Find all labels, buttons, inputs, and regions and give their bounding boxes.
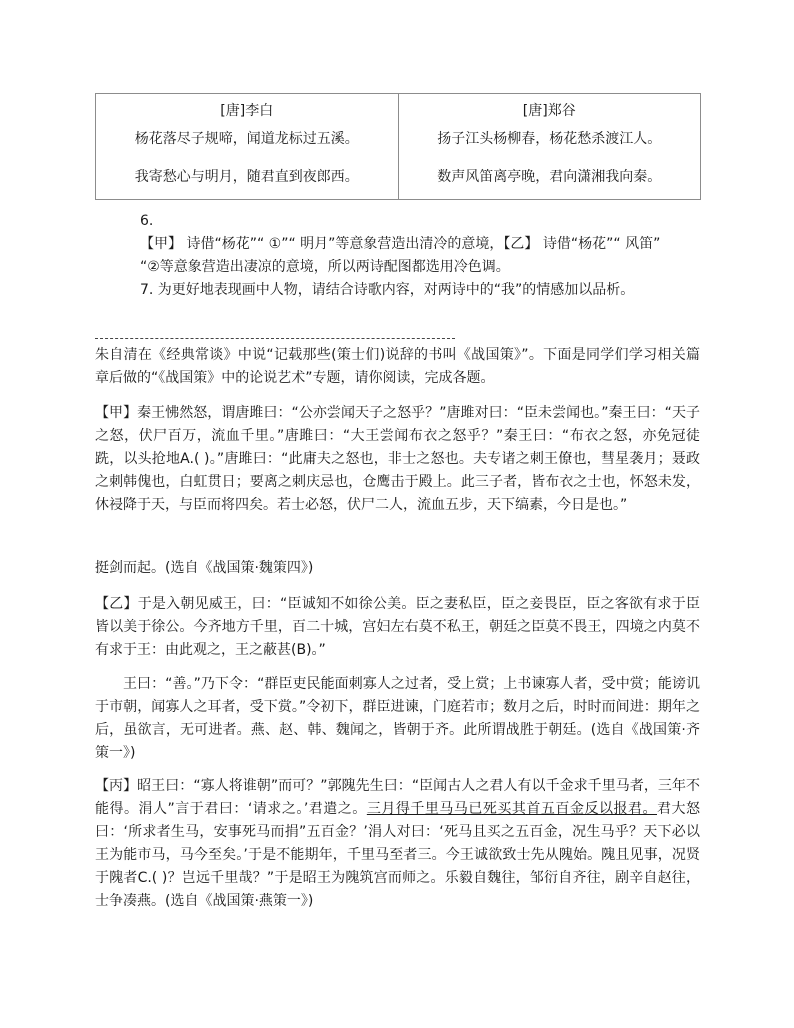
- divider: [95, 338, 455, 339]
- poem-right: [398, 94, 701, 199]
- passage-yi-text: 王曰：“善。”乃下令：“群臣吏民能面刺寡人之过者，受上赏；上书谏寡人者，受中赏；能谤讥于市朝，闻寡人之耳者，受下赏。”令初下，群臣进谏，门庭若市；数月之后，时时而间进：期年之后，虽欲言，无可进者。燕、赵、韩、魏闻之，皆朝于齐。此所谓战胜于朝廷。(选自《战国策·齐策一》): [95, 676, 700, 761]
- passage-yi-text: 【乙】于是入朝见威王，曰：“臣诚知不如徐公美。臣之妻私臣，臣之妾畏臣，臣之客欲有求于臣皆以美于徐公。今齐地方千里，百二十城，宫妇左右莫不私王，朝廷之臣莫不畏王，四境之内莫不有求于王：由此观之，王之蔽甚(B)。”: [95, 596, 700, 658]
- poem-line: 杨花落尽子规啼，闻道龙标过五溪。: [134, 131, 359, 147]
- poem-line: 扬子江头杨柳春，杨花愁杀渡江人。: [437, 131, 662, 147]
- passage-jia: [95, 402, 700, 517]
- poem-author: [唐]李白: [220, 103, 274, 119]
- question-7: 7. 为更好地表现画中人物，请结合诗歌内容，对两诗中的“我”的情感加以品析。: [140, 282, 635, 298]
- passage-jia-text: 【甲】秦王怫然怒，谓唐雎曰：“公亦尝闻天子之怒乎？”唐雎对曰：“臣未尝闻也。”秦王曰：“天子之怒，伏尸百万，流血千里。”唐雎曰：“大王尝闻布衣之怒乎？”秦王曰：“布衣之怒，亦免冠徒跣，以头抢地A.( )。”唐雎曰：“此庸夫之怒也，非士之怒也。夫专诸之刺王僚也，彗星袭月；聂政之刺韩傀也，白虹贯日；要离之刺庆忌也，仓鹰击于殿上。此三子者，皆布衣之士也，怀怒未发，休祲降于天，与臣而将四矣。若士必怒，伏尸二人，流血五步，天下缟素，今日是也。”: [95, 405, 700, 513]
- poem-line: 数声风笛离亭晚，君向潇湘我向秦。: [437, 169, 662, 185]
- question-6-line: 【甲】 诗借“杨花”“ ①”“ 明月”等意象营造出清冷的意境，【乙】 诗借“杨花”“ 风笛”: [140, 236, 661, 252]
- underlined-sentence: 三月得千里马马已死买其首五百金反以报君。: [366, 801, 657, 817]
- poem-line: 我寄愁心与明月，随君直到夜郎西。: [134, 169, 359, 185]
- questions: [140, 210, 700, 302]
- passage-jia-ending: 挺剑而起。(选自《战国策·魏策四》): [95, 560, 314, 576]
- question-6-number: 6.: [140, 213, 154, 229]
- passage-bing-text: 【丙】昭王曰：“寡人将谁朝”而可？”郭隗先生曰：“臣闻古人之君人有以千金求千里马者，三年不能得。涓人”言于君曰：‘请求之。’君遣之。: [95, 778, 700, 817]
- poem-table: [95, 93, 701, 200]
- intro: 朱自清在《经典常谈》中说“记载那些(策士们)说辞的书叫《战国策》”。下面是同学们学习相关篇章后做的“《战国策》中的论说艺术”专题，请你阅读，完成各题。: [95, 347, 700, 386]
- passage-bing: [95, 775, 700, 913]
- passage-yi: [95, 593, 700, 765]
- poem-author: [唐]郑谷: [522, 103, 576, 119]
- passage-bing-text: 君大怒曰：‘所求者生马，安事死马而捐”五百金？’涓人对曰：‘死马且买之五百金，况生马乎？天下必以王为能市马，马今至矣。’于是不能期年，千里马至者三。今王诚欲致士先从隗始。隗且见事，况贤于隗者C.( )？岂远千里哉？”于是昭王为隗筑宫而师之。乐毅自魏往，邹衍自齐往，剧辛自赵往，士争凑燕。(选自《战国策·燕策一》): [95, 801, 701, 909]
- poem-left: [96, 94, 398, 199]
- question-6-line: “②等意象营造出凄凉的意境，所以两诗配图都选用冷色调。: [140, 259, 510, 275]
